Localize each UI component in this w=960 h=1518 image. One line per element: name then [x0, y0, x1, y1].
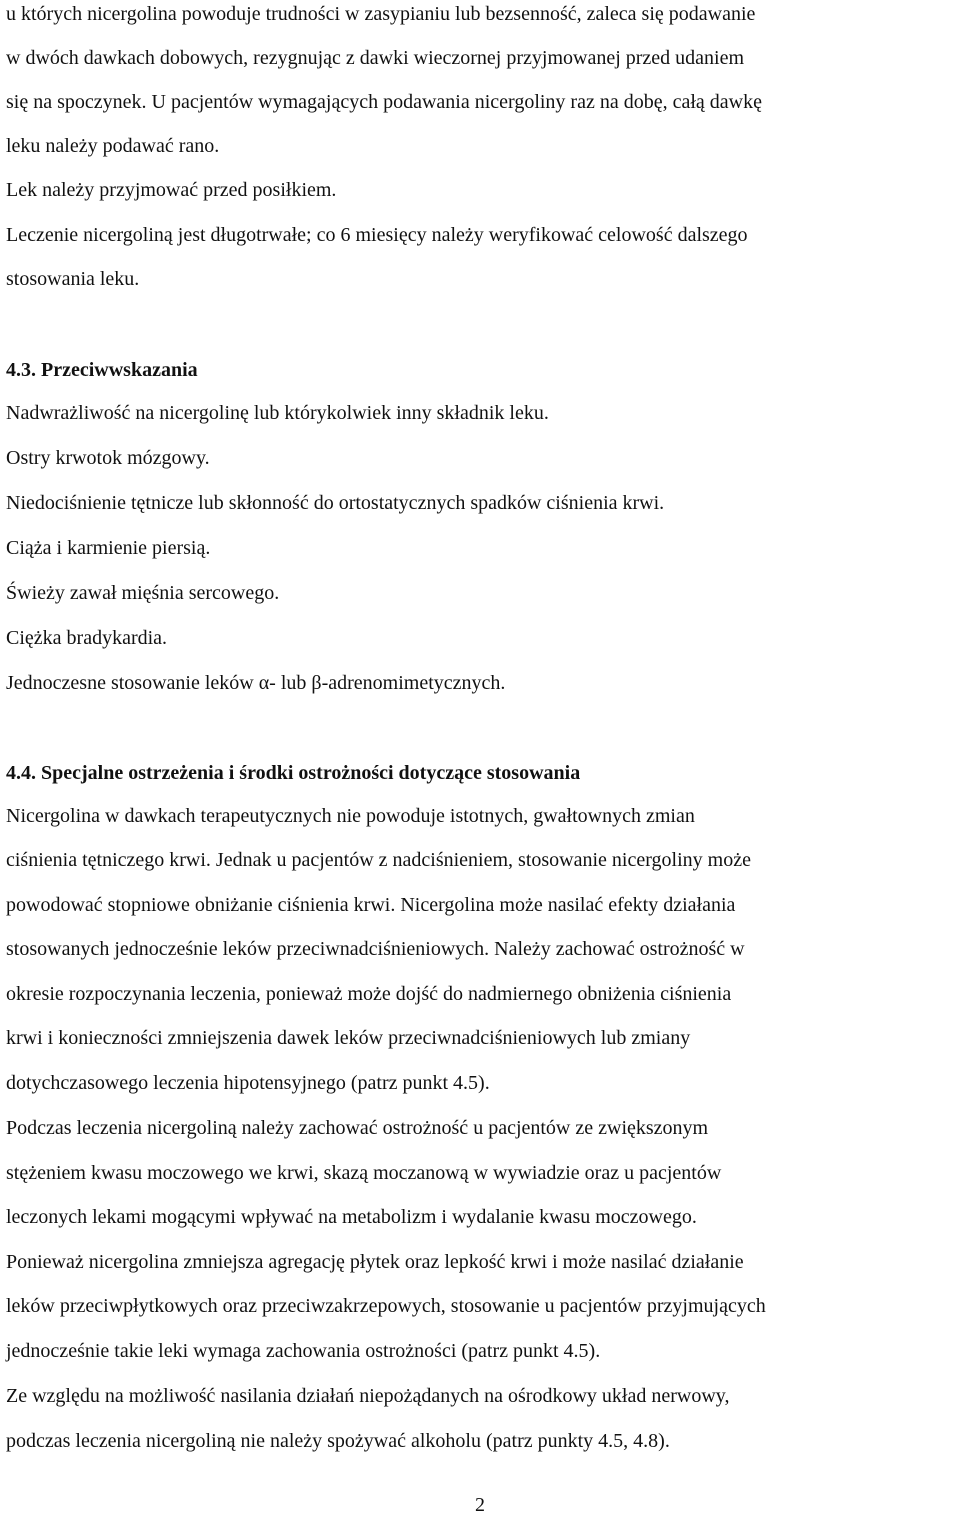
intro-line: stosowania leku. [6, 268, 140, 290]
intro-line: Leczenie nicergoliną jest długotrwałe; co 6 miesięcy należy weryfikować celowość dalszego [6, 224, 748, 246]
contraindication-item: Nadwrażliwość na nicergolinę lub którykolwiek inny składnik leku. [6, 402, 549, 424]
warning-line: stężeniem kwasu moczowego we krwi, skazą moczanową w wywiadzie oraz u pacjentów [6, 1162, 722, 1184]
warning-line: jednocześnie takie leki wymaga zachowania ostrożności (patrz punkt 4.5). [6, 1340, 601, 1362]
warning-line: powodować stopniowe obniżanie ciśnienia krwi. Nicergolina może nasilać efekty działania [6, 894, 736, 916]
warning-line: Ponieważ nicergolina zmniejsza agregację płytek oraz lepkość krwi i może nasilać działanie [6, 1251, 744, 1273]
warning-line: Nicergolina w dawkach terapeutycznych nie powoduje istotnych, gwałtownych zmian [6, 805, 695, 827]
contraindication-item: Ostry krwotok mózgowy. [6, 447, 210, 469]
page-number: 2 [475, 1494, 485, 1516]
intro-line: się na spoczynek. U pacjentów wymagających podawania nicergoliny raz na dobę, całą dawkę [6, 91, 762, 113]
contraindication-item: Ciąża i karmienie piersią. [6, 537, 211, 559]
warning-line: ciśnienia tętniczego krwi. Jednak u pacjentów z nadciśnieniem, stosowanie nicergoliny może [6, 849, 751, 871]
contraindication-item: Jednoczesne stosowanie leków α- lub β-adrenomimetycznych. [6, 672, 506, 694]
warning-line: dotychczasowego leczenia hipotensyjnego (patrz punkt 4.5). [6, 1072, 490, 1094]
warning-line: leczonych lekami mogącymi wpływać na metabolizm i wydalanie kwasu moczowego. [6, 1206, 697, 1228]
intro-line: leku należy podawać rano. [6, 135, 220, 157]
contraindication-item: Niedociśnienie tętnicze lub skłonność do ortostatycznych spadków ciśnienia krwi. [6, 492, 665, 514]
warning-line: leków przeciwpłytkowych oraz przeciwzakrzepowych, stosowanie u pacjentów przyjmujących [6, 1295, 766, 1317]
contraindication-item: Ciężka bradykardia. [6, 627, 168, 649]
contraindication-item: Świeży zawał mięśnia sercowego. [6, 582, 280, 604]
intro-line: w dwóch dawkach dobowych, rezygnując z dawki wieczornej przyjmowanej przed udaniem [6, 47, 745, 69]
warning-line: podczas leczenia nicergoliną nie należy spożywać alkoholu (patrz punkty 4.5, 4.8). [6, 1430, 670, 1452]
intro-line: u których nicergolina powoduje trudności w zasypianiu lub bezsenność, zaleca się podawanie [6, 3, 756, 25]
section-heading-contraindications: 4.3. Przeciwwskazania [6, 359, 198, 381]
warning-line: krwi i konieczności zmniejszenia dawek leków przeciwnadciśnieniowych lub zmiany [6, 1027, 691, 1049]
warning-line: Podczas leczenia nicergoliną należy zachować ostrożność u pacjentów ze zwiększonym [6, 1117, 709, 1139]
warning-line: stosowanych jednocześnie leków przeciwnadciśnieniowych. Należy zachować ostrożność w [6, 938, 745, 960]
warning-line: okresie rozpoczynania leczenia, ponieważ może dojść do nadmiernego obniżenia ciśnienia [6, 983, 732, 1005]
warning-line: Ze względu na możliwość nasilania działań niepożądanych na ośrodkowy układ nerwowy, [6, 1385, 730, 1407]
intro-line: Lek należy przyjmować przed posiłkiem. [6, 179, 337, 201]
section-heading-warnings: 4.4. Specjalne ostrzeżenia i środki ostrożności dotyczące stosowania [6, 762, 581, 784]
